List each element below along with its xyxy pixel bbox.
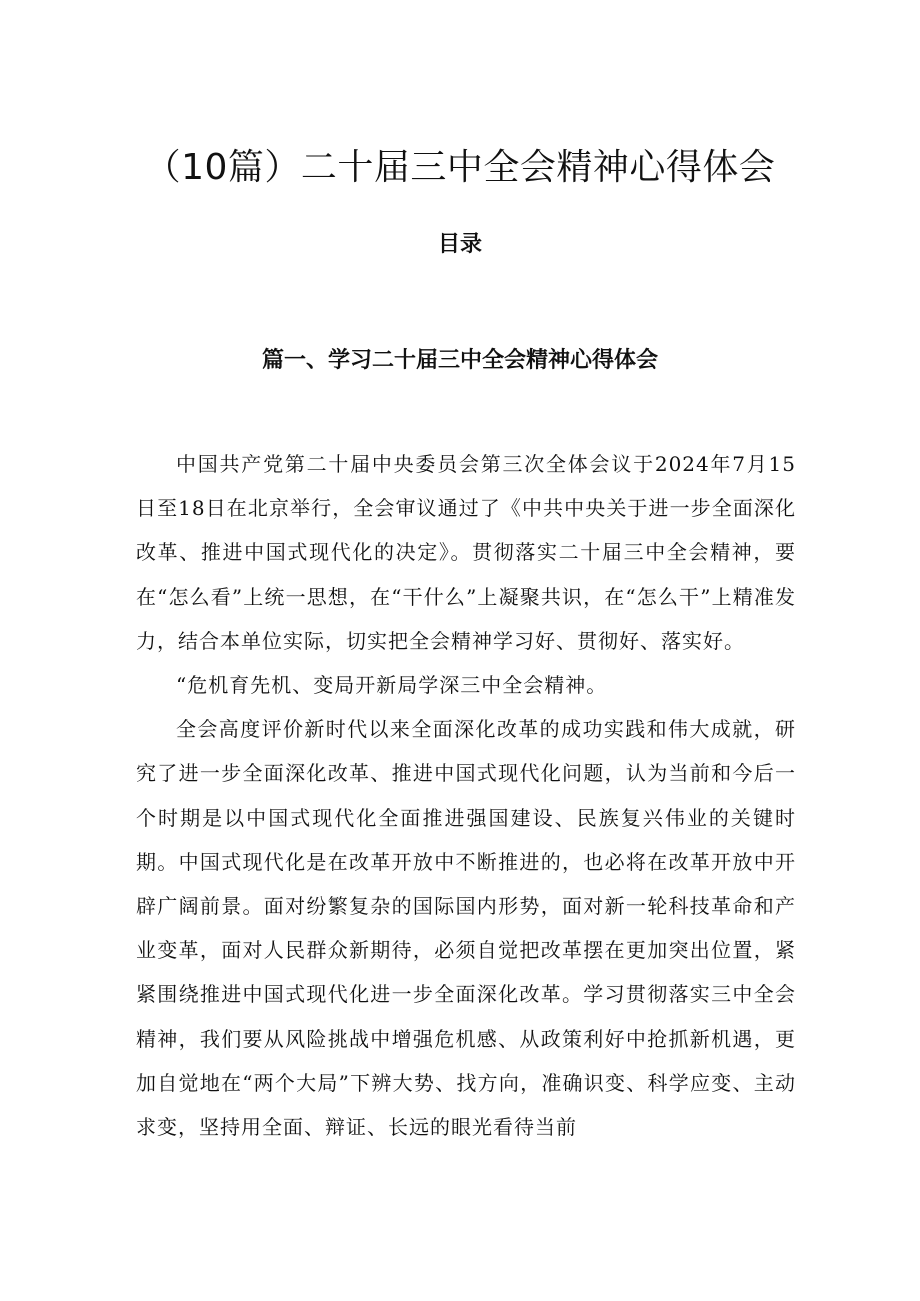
body-text xyxy=(136,442,796,1149)
paragraph: 全会高度评价新时代以来全面深化改革的成功实践和伟大成就，研究了进一步全面深化改革、推进中国式现代化问题，认为当前和今后一个时期是以中国式现代化全面推进强国建设、民族复兴伟业的关键时期。中国式现代化是在改革开放中不断推进的，也必将在改革开放中开辟广阔前景。面对纷繁复杂的国际国内形势，面对新一轮科技革命和产业变革，面对人民群众新期待，必须自觉把改革摆在更加突出位置，紧紧围绕推进中国式现代化进一步全面深化改革。学习贯彻落实三中全会精神，我们要从风险挑战中增强危机感、从政策利好中抢抓新机遇，更加自觉地在“两个大局”下辨大势、找方向，准确识变、科学应变、主动求变，坚持用全面、辩证、长远的眼光看待当前 xyxy=(136,717,796,1140)
paragraph: 中国共产党第二十届中央委员会第三次全体会议于2024年7月15日至18日在北京举行，全会审议通过了《中共中央关于进一步全面深化改革、推进中国式现代化的决定》。贯彻落实二十届三中全会精神，要在“怎么看”上统一思想，在“干什么”上凝聚共识，在“怎么干”上精准发力，结合本单位实际，切实把全会精神学习好、贯彻好、落实好。 xyxy=(136,452,796,653)
section-title: 篇一、学习二十届三中全会精神心得体会 xyxy=(261,348,658,373)
paragraph: “危机育先机、变局开新局学深三中全会精神。 xyxy=(176,673,608,698)
toc-heading: 目录 xyxy=(437,232,482,257)
document-title: （10篇）二十届三中全会精神心得体会 xyxy=(144,147,776,188)
